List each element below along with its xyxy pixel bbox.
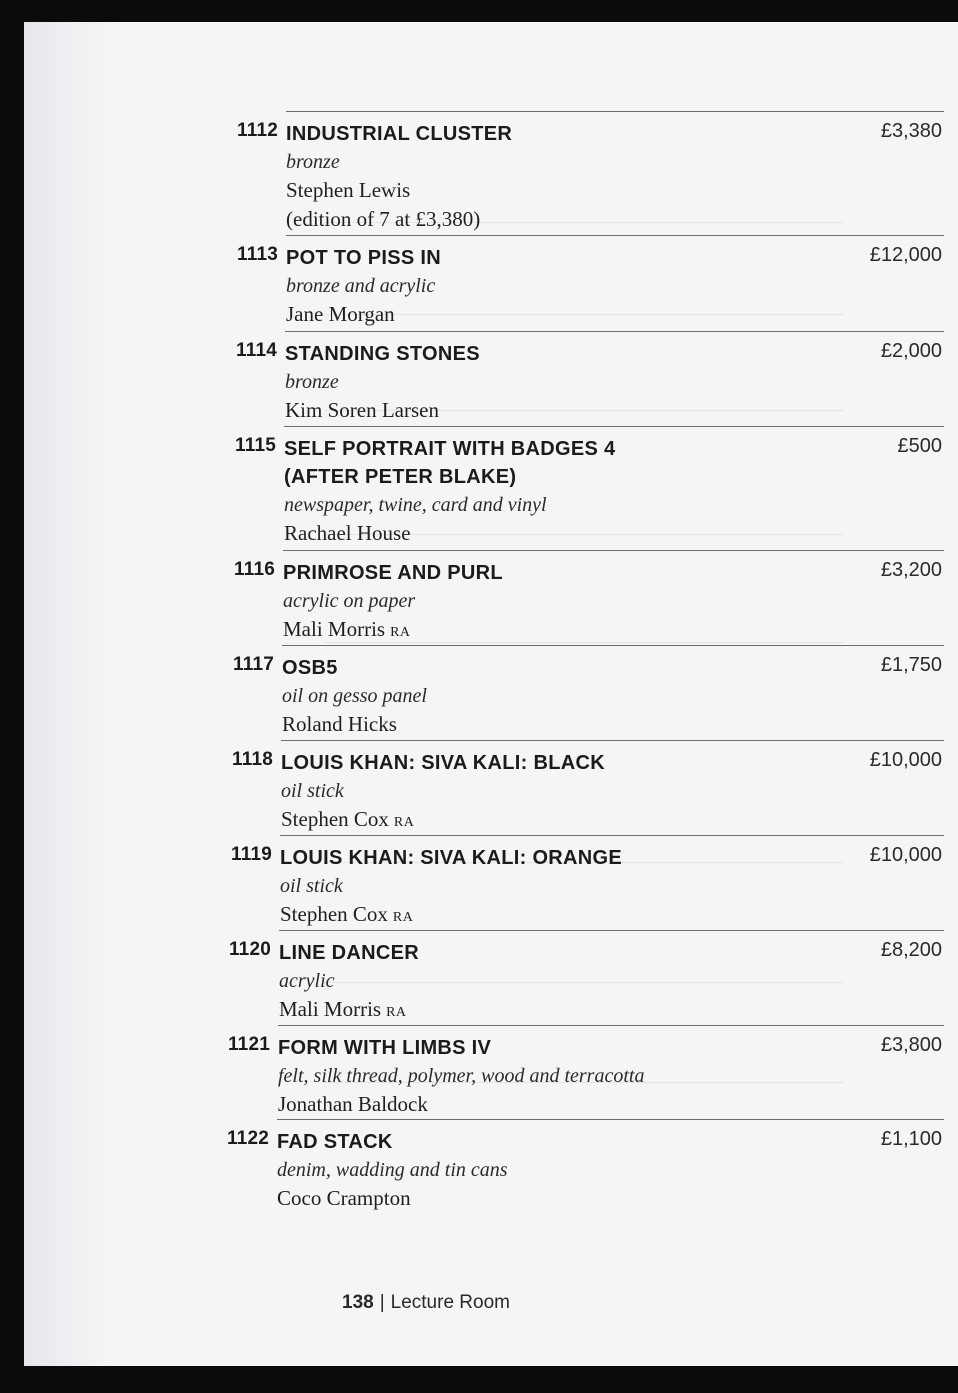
price: £500 (897, 435, 942, 457)
page-number: 138 (342, 1292, 374, 1313)
price: £10,000 (869, 844, 942, 866)
lot-number: 1120 (228, 939, 271, 960)
catalogue-entry (226, 1119, 944, 1213)
artist-name: Mali Morris (279, 997, 382, 1021)
artwork-medium: oil stick (280, 875, 343, 897)
artist-name: Stephen Lewis (286, 178, 411, 202)
ra-suffix: RA (386, 1005, 407, 1020)
price: £1,100 (880, 1128, 942, 1150)
artwork-title: STANDING STONES (285, 343, 480, 365)
artist-name: Jonathan Baldock (278, 1092, 428, 1116)
lot-number: 1115 (235, 435, 276, 456)
catalogue-page (24, 22, 958, 1366)
ra-suffix: RA (393, 815, 415, 830)
artist-name: Rachael House (284, 521, 411, 545)
catalogue-entry (227, 1025, 944, 1119)
artwork-title: LINE DANCER (279, 942, 419, 964)
lot-number: 1114 (236, 340, 277, 361)
artist-line (286, 176, 944, 205)
artwork-medium: oil on gesso panel (282, 685, 427, 707)
footer-separator: | (379, 1292, 385, 1313)
artwork-title: PRIMROSE AND PURL (283, 562, 503, 584)
artist-name: Stephen Cox (280, 902, 388, 926)
price: £10,000 (869, 749, 942, 771)
artwork-title: POT TO PISS IN (286, 247, 441, 269)
artist-name: Coco Crampton (277, 1186, 411, 1210)
artist-line (280, 900, 944, 932)
ra-suffix: RA (392, 910, 414, 925)
artwork-title: LOUIS KHAN: SIVA KALI: BLACK (281, 752, 605, 774)
artwork-medium: oil stick (281, 780, 344, 802)
section-name: Lecture Room (390, 1292, 510, 1313)
artwork-title: OSB5 (282, 657, 338, 679)
price: £1,750 (880, 654, 942, 676)
price: £3,380 (880, 120, 942, 142)
artist-name: Kim Soren Larsen (285, 398, 439, 422)
catalogue-entry (232, 740, 944, 837)
artist-line (279, 995, 944, 1027)
artwork-title: FAD STACK (277, 1131, 393, 1153)
lot-number: 1112 (237, 120, 278, 141)
artwork-medium: acrylic on paper (283, 590, 416, 612)
catalogue-entry (233, 645, 944, 739)
price: £8,200 (880, 939, 942, 961)
lot-number: 1117 (233, 654, 274, 675)
catalogue-entry (237, 111, 944, 234)
lot-number: 1118 (232, 749, 273, 770)
artwork-medium: denim, wadding and tin cans (277, 1159, 508, 1181)
price: £2,000 (880, 340, 942, 362)
artist-line (281, 805, 944, 837)
artist-line (285, 396, 944, 425)
artwork-medium: bronze (285, 371, 339, 393)
artwork-medium: bronze (286, 151, 340, 173)
artwork-title: INDUSTRIAL CLUSTER (286, 123, 513, 145)
lot-number: 1113 (237, 244, 278, 265)
lot-number: 1121 (227, 1034, 270, 1055)
catalogue-entry (231, 835, 944, 932)
artist-name: Jane Morgan (286, 302, 395, 326)
artwork-title: LOUIS KHAN: SIVA KALI: ORANGE (280, 847, 623, 869)
artist-line (283, 615, 944, 647)
page-footer (342, 1292, 510, 1314)
price: £3,800 (880, 1034, 942, 1056)
lot-number: 1119 (231, 844, 272, 865)
artwork-title: FORM WITH LIMBS IV (278, 1037, 492, 1059)
artwork-medium: acrylic (279, 970, 335, 992)
artist-line (282, 710, 944, 739)
edition-note: (edition of 7 at £3,380) (286, 207, 481, 231)
artist-line (284, 519, 944, 548)
artist-name: Mali Morris (283, 617, 386, 641)
catalogue-entry (234, 550, 944, 647)
artist-line (278, 1090, 944, 1119)
ra-suffix: RA (390, 625, 411, 640)
price: £12,000 (869, 244, 942, 266)
price: £3,200 (880, 559, 942, 581)
catalogue-entry (235, 426, 944, 548)
lot-number: 1116 (234, 559, 275, 580)
artist-name: Stephen Cox (281, 807, 389, 831)
artist-name: Roland Hicks (282, 712, 397, 736)
lot-number: 1122 (226, 1128, 269, 1149)
artwork-title: SELF PORTRAIT WITH BADGES 4 (AFTER PETER BLAKE) (284, 438, 616, 488)
artwork-medium: newspaper, twine, card and vinyl (284, 494, 547, 516)
artist-line (277, 1184, 944, 1213)
catalogue-entry (228, 930, 944, 1027)
catalogue-entry (237, 235, 944, 329)
page-gutter-shadow (24, 22, 119, 1366)
artwork-medium: felt, silk thread, polymer, wood and terracotta (278, 1065, 645, 1087)
artist-line (286, 300, 944, 329)
catalogue-entry (236, 331, 944, 425)
artwork-medium: bronze and acrylic (286, 275, 436, 297)
